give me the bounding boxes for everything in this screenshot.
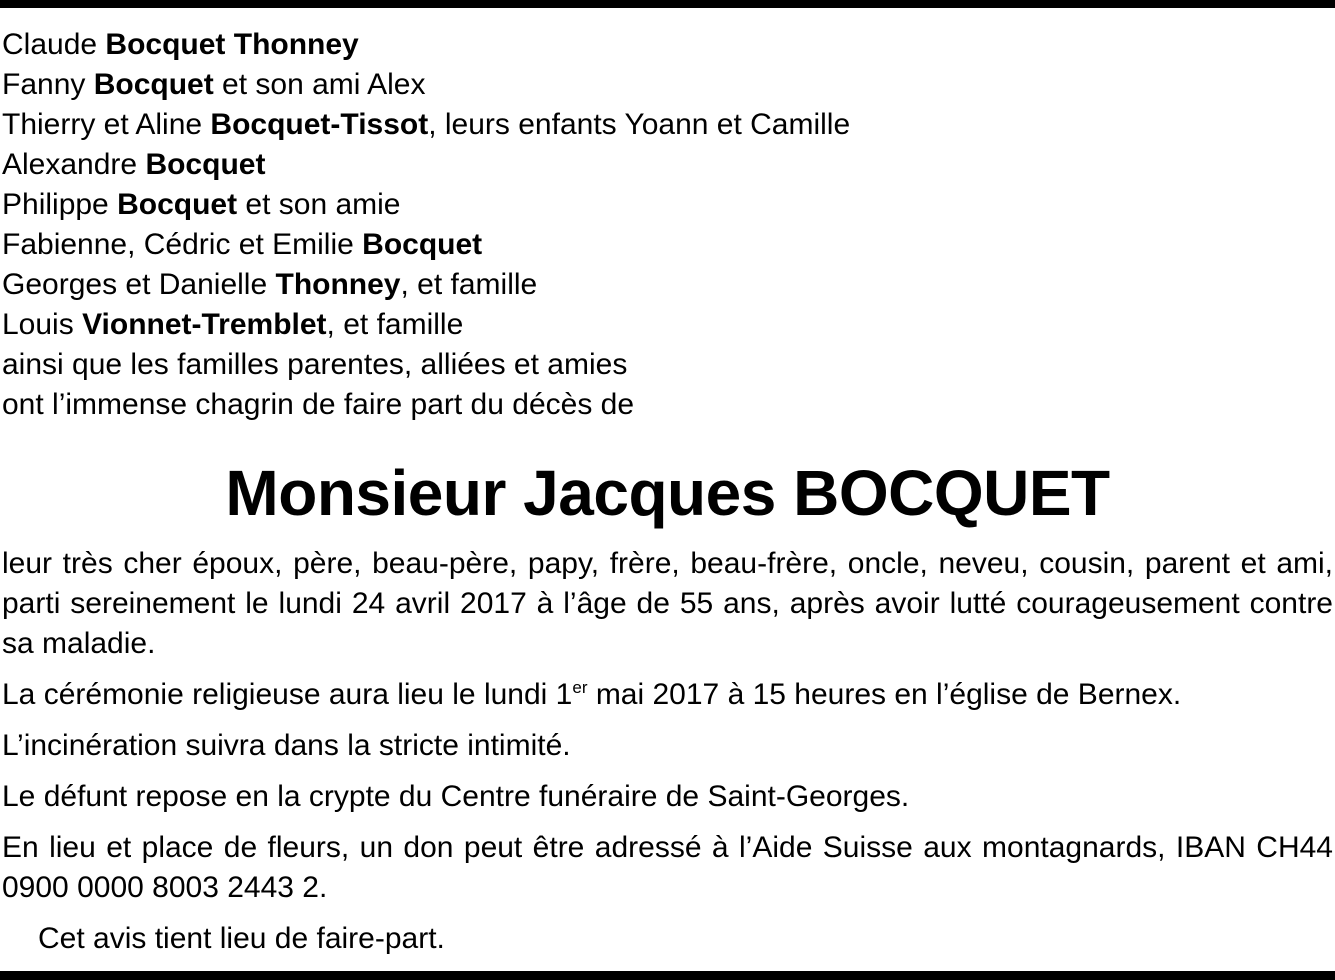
family-surname: Vionnet-Tremblet	[82, 308, 327, 341]
family-surname: Bocquet	[93, 68, 214, 101]
announcement-line	[2, 385, 1333, 425]
family-line	[2, 345, 1333, 385]
rest-place-info: Le défunt repose en la crypte du Centre funéraire de Saint-Georges.	[2, 780, 910, 813]
family-line-suffix: , et famille	[326, 308, 464, 341]
family-surname: Bocquet	[145, 148, 266, 181]
family-line-text: Philippe	[2, 188, 118, 221]
top-rule	[0, 0, 1335, 8]
bottom-rule	[0, 971, 1335, 980]
deceased-description: leur très cher époux, père, beau-père, papy, frère, beau-frère, oncle, neveu, cousin, parent et ami, parti sereinement le lundi 24 avril 2017 à l’âge de 55 ans, après avoir lutté courageusement contre sa maladie.	[2, 547, 1333, 660]
family-surname: Bocquet Thonney	[105, 28, 359, 61]
family-surname: Bocquet	[362, 228, 483, 261]
family-line-suffix: , et famille	[400, 268, 538, 301]
family-line	[2, 25, 1333, 65]
family-line	[2, 225, 1333, 265]
family-line	[2, 105, 1333, 145]
incineration-info: L’incinération suivra dans la stricte intimité.	[2, 729, 571, 762]
family-line-text: Claude	[2, 28, 106, 61]
family-line-text: Georges et Danielle	[2, 268, 276, 301]
ceremony-text-end: mai 2017 à 15 heures en l’église de Bernex.	[587, 678, 1182, 711]
family-surname: Bocquet	[117, 188, 238, 221]
family-line-text: ainsi que les familles parentes, alliées et amies	[2, 348, 628, 381]
family-line-suffix: et son amie	[237, 188, 401, 221]
death-notice	[2, 25, 1333, 959]
family-line-suffix: et son ami Alex	[213, 68, 426, 101]
family-line-text: Thierry et Aline	[2, 108, 211, 141]
deceased-name: Monsieur Jacques BOCQUET	[225, 457, 1110, 529]
ceremony-text: La cérémonie religieuse aura lieu le lundi 1	[2, 678, 573, 711]
family-list	[2, 25, 1333, 425]
donation-info: En lieu et place de fleurs, un don peut être adressé à l’Aide Suisse aux montagnards, IBAN CH44 0900 0000 8003 2443 2.	[2, 831, 1333, 904]
family-line-text: Louis	[2, 308, 83, 341]
ordinal-superscript: er	[572, 678, 588, 697]
family-line-text: Fanny	[2, 68, 94, 101]
family-line	[2, 265, 1333, 305]
closing-note: Cet avis tient lieu de faire-part.	[38, 922, 445, 955]
family-surname: Thonney	[275, 268, 401, 301]
family-line-text: ont l’immense chagrin de faire part du décès de	[2, 388, 635, 421]
family-line-suffix: , leurs enfants Yoann et Camille	[428, 108, 851, 141]
ceremony-info	[2, 675, 1333, 715]
family-line	[2, 65, 1333, 105]
family-surname: Bocquet-Tissot	[210, 108, 429, 141]
family-line	[2, 185, 1333, 225]
family-line-text: Alexandre	[2, 148, 146, 181]
family-line	[2, 145, 1333, 185]
family-line	[2, 305, 1333, 345]
family-line-text: Fabienne, Cédric et Emilie	[2, 228, 363, 261]
